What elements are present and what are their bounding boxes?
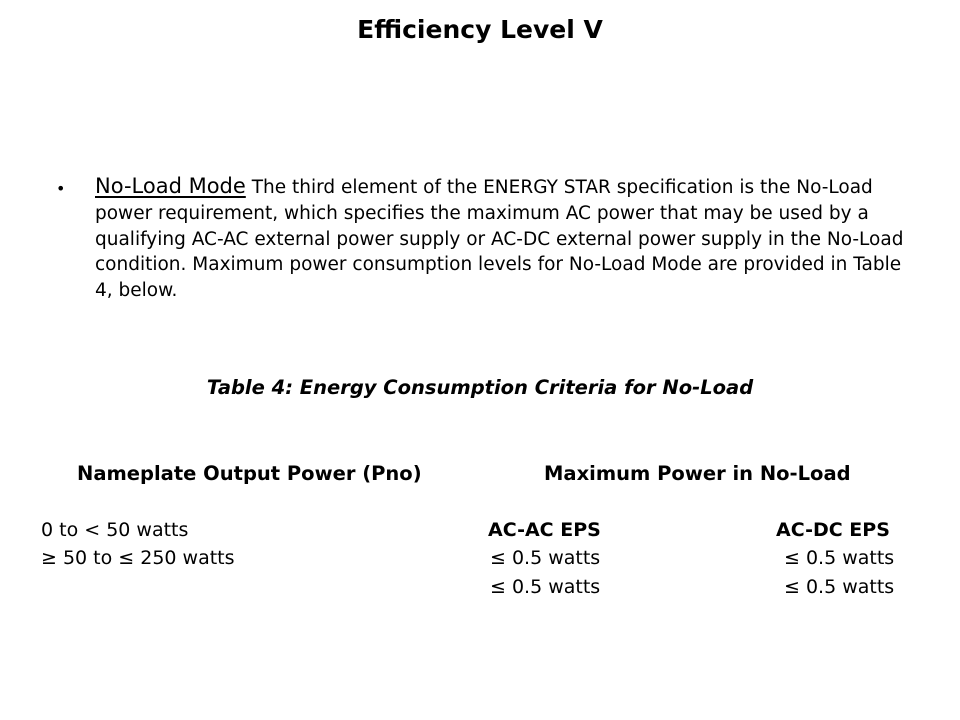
bullet-dot: • [56, 179, 66, 198]
column-header-max-power: Maximum Power in No-Load [544, 462, 851, 485]
row-2-ac-ac-value: ≤ 0.5 watts [490, 576, 601, 598]
subheader-ac-ac: AC-AC EPS [488, 519, 601, 541]
bullet-text [95, 174, 916, 304]
row-1-ac-ac-value: ≤ 0.5 watts [490, 547, 601, 569]
row-1-range: ≥ 50 to ≤ 250 watts [41, 547, 235, 569]
column-header-nameplate: Nameplate Output Power (Pno) [77, 462, 422, 485]
bullet-body: The third element of the ENERGY STAR specification is the No-Load power requirement, which specifies the maximum AC power that may be used by a qualifying AC-AC external power supply or AC-DC external power supply in the No-Load condition. Maximum power consumption levels for No-Load Mode are provided in Table 4, below. [95, 177, 904, 302]
bullet-block [56, 174, 916, 304]
table-caption: Table 4: Energy Consumption Criteria for No-Load [206, 376, 754, 399]
subheader-ac-dc: AC-DC EPS [776, 519, 890, 541]
row-1-ac-dc-value: ≤ 0.5 watts [784, 547, 895, 569]
row-0-range: 0 to < 50 watts [41, 519, 189, 541]
slide-title: Efficiency Level V [357, 15, 603, 44]
bullet-lead-term: No-Load Mode [95, 174, 246, 198]
row-2-ac-dc-value: ≤ 0.5 watts [784, 576, 895, 598]
